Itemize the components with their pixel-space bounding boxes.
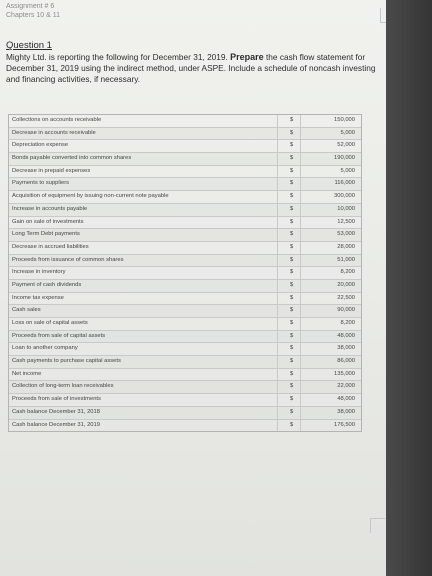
- row-label: Cash payments to purchase capital assets: [9, 356, 278, 368]
- row-value: 12,500: [337, 218, 355, 225]
- row-value: 300,000: [334, 193, 355, 200]
- row-label: Loss on sale of capital assets: [9, 318, 278, 330]
- row-currency: $: [278, 280, 301, 292]
- row-currency: $: [278, 394, 301, 406]
- row-label: Payments to suppliers: [9, 178, 278, 190]
- assignment-header: [6, 2, 60, 20]
- row-value: 51,000: [337, 256, 355, 263]
- table-row: [9, 178, 361, 191]
- row-currency: $: [278, 140, 301, 152]
- row-label: Increase in inventory: [9, 267, 278, 279]
- row-label: Cash balance December 31, 2019: [9, 420, 278, 432]
- row-label: Loan to another company: [9, 343, 278, 355]
- row-currency: $: [278, 293, 301, 305]
- row-value: 150,000: [334, 117, 355, 123]
- row-value: 22,500: [337, 294, 355, 301]
- table-row: [9, 318, 361, 331]
- row-label: Cash balance December 31, 2018: [9, 407, 278, 419]
- row-label: Bonds payable converted into common shares: [9, 153, 278, 165]
- row-value: 135,000: [334, 370, 355, 377]
- row-label: Net income: [9, 369, 278, 381]
- row-value: 5,000: [340, 129, 355, 136]
- question-text-before: Mighty Ltd. is reporting the following for December 31, 2019.: [6, 52, 231, 62]
- row-currency: $: [278, 166, 301, 178]
- row-currency: $: [278, 267, 301, 279]
- table-row: [9, 343, 361, 356]
- row-label: Decrease in accrued liabilities: [9, 242, 278, 254]
- chapters-label: Chapters 10 & 11: [6, 12, 60, 19]
- table-row: [9, 128, 361, 141]
- row-currency: $: [278, 178, 301, 190]
- row-value: 38,000: [337, 345, 355, 352]
- background-strip: [386, 0, 432, 576]
- row-label: Proceeds from sale of investments: [9, 394, 278, 406]
- question-text-bold: Prepare: [230, 52, 264, 62]
- row-value: 22,000: [337, 383, 355, 390]
- table-row: [9, 115, 361, 128]
- row-label: Proceeds from issuance of common shares: [9, 255, 278, 267]
- row-value: 8,200: [340, 320, 355, 326]
- row-value: 90,000: [337, 307, 355, 314]
- row-currency: $: [278, 191, 301, 203]
- table-row: [9, 356, 361, 369]
- row-currency: $: [278, 343, 301, 355]
- row-value: 190,000: [334, 155, 355, 162]
- table-row: [9, 420, 361, 432]
- row-currency: $: [278, 331, 301, 343]
- question-text-after: the cash flow statement for December 31, 2019 using the indirect method, under ASPE. Include a schedule of noncash investing and financing activities, if necessary.: [6, 52, 376, 84]
- row-value: 53,000: [337, 231, 355, 238]
- table-row: [9, 153, 361, 166]
- table-row: [9, 229, 361, 242]
- row-value: 28,000: [337, 243, 355, 250]
- row-currency: $: [278, 204, 301, 216]
- table-row: [9, 305, 361, 318]
- row-value: 116,000: [334, 180, 355, 187]
- row-label: Gain on sale of investments: [9, 217, 278, 229]
- row-value: 176,500: [334, 421, 355, 428]
- table-row: [9, 267, 361, 280]
- row-label: Acquisition of equipment by issuing non-current note payable: [9, 191, 278, 203]
- row-value: 10,000: [337, 205, 355, 212]
- table-row: [9, 369, 361, 382]
- row-currency: $: [278, 255, 301, 267]
- row-label: Long Term Debt payments: [9, 229, 278, 241]
- table-row: [9, 204, 361, 217]
- question-title: Question 1: [6, 40, 52, 51]
- data-table: [8, 114, 362, 432]
- assignment-label: Assignment # 6: [6, 3, 55, 10]
- row-currency: $: [278, 407, 301, 419]
- question-text: [6, 52, 378, 85]
- row-value: 5,000: [340, 167, 355, 174]
- row-value: 38,000: [337, 408, 355, 415]
- page-corner-mark-bottom: [370, 518, 385, 533]
- table-row: [9, 293, 361, 306]
- row-currency: $: [278, 318, 301, 330]
- row-currency: $: [278, 128, 301, 140]
- row-value: 8,200: [340, 269, 355, 276]
- table-row: [9, 166, 361, 179]
- row-currency: $: [278, 229, 301, 241]
- row-currency: $: [278, 115, 301, 127]
- row-label: Decrease in accounts receivable: [9, 128, 278, 140]
- table-row: [9, 242, 361, 255]
- table-row: [9, 217, 361, 230]
- row-currency: $: [278, 153, 301, 165]
- row-value: 52,000: [337, 142, 355, 149]
- row-label: Increase in accounts payable: [9, 204, 278, 216]
- row-currency: $: [278, 369, 301, 381]
- row-label: Depreciation expense: [9, 140, 278, 152]
- row-currency: $: [278, 420, 301, 432]
- row-currency: $: [278, 381, 301, 393]
- table-row: [9, 381, 361, 394]
- row-label: Income tax expense: [9, 293, 278, 305]
- table-row: [9, 140, 361, 153]
- table-row: [9, 407, 361, 420]
- table-row: [9, 255, 361, 268]
- row-label: Decrease in prepaid expenses: [9, 166, 278, 178]
- row-currency: $: [278, 217, 301, 229]
- row-label: Collection of long-term loan receivables: [9, 381, 278, 393]
- row-value: 20,000: [337, 281, 355, 288]
- table-row: [9, 191, 361, 204]
- row-label: Payment of cash dividends: [9, 280, 278, 292]
- row-label: Cash sales: [9, 305, 278, 317]
- row-label: Collections on accounts receivable: [9, 115, 278, 127]
- row-value: 48,000: [337, 332, 355, 339]
- row-currency: $: [278, 356, 301, 368]
- table-row: [9, 280, 361, 293]
- row-value: 86,000: [337, 358, 355, 365]
- row-value: 48,000: [337, 396, 355, 403]
- table-row: [9, 394, 361, 407]
- row-currency: $: [278, 305, 301, 317]
- row-label: Proceeds from sale of capital assets: [9, 331, 278, 343]
- table-row: [9, 331, 361, 344]
- row-currency: $: [278, 242, 301, 254]
